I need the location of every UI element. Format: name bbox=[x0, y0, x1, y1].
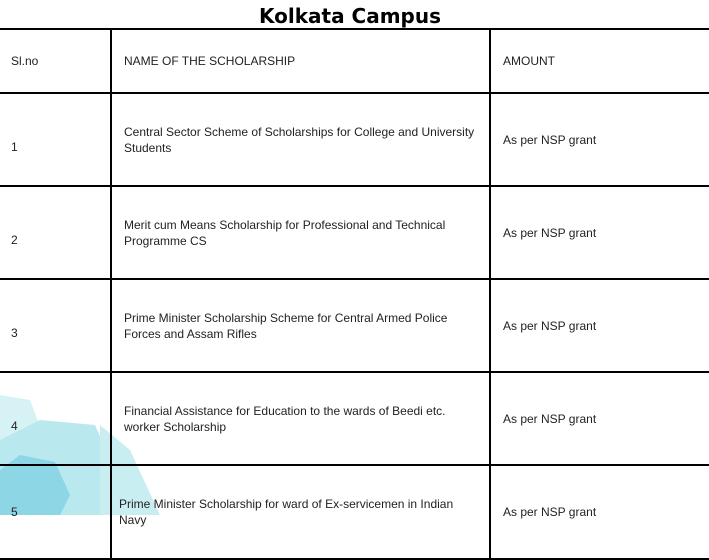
table-row bbox=[0, 465, 709, 559]
table-row bbox=[0, 186, 709, 279]
row-slno: 1 bbox=[0, 93, 111, 186]
row-slno: 3 bbox=[0, 279, 111, 372]
table-header-row bbox=[0, 29, 709, 93]
row-slno: 2 bbox=[0, 186, 111, 279]
table-row bbox=[0, 372, 709, 465]
row-slno: 4 bbox=[0, 372, 111, 465]
row-amount: As per NSP grant bbox=[490, 93, 709, 186]
table-row bbox=[0, 93, 709, 186]
scholarship-table bbox=[0, 28, 709, 560]
row-scholarship-name: Prime Minister Scholarship Scheme for Central Armed Police Forces and Assam Rifles bbox=[111, 279, 490, 372]
row-amount: As per NSP grant bbox=[490, 186, 709, 279]
row-scholarship-name: Merit cum Means Scholarship for Professional and Technical Programme CS bbox=[111, 186, 490, 279]
row-scholarship-name: Central Sector Scheme of Scholarships for College and University Students bbox=[111, 93, 490, 186]
header-scholarship-name: NAME OF THE SCHOLARSHIP bbox=[111, 29, 490, 93]
header-amount: AMOUNT bbox=[490, 29, 709, 93]
table-row bbox=[0, 279, 709, 372]
row-amount: As per NSP grant bbox=[490, 279, 709, 372]
page-title: Kolkata Campus bbox=[258, 4, 442, 28]
row-amount: As per NSP grant bbox=[490, 465, 709, 559]
header-slno: Sl.no bbox=[0, 29, 111, 93]
row-slno: 5 bbox=[0, 465, 111, 559]
row-amount: As per NSP grant bbox=[490, 372, 709, 465]
row-scholarship-name: Prime Minister Scholarship for ward of Ex-servicemen in Indian Navy bbox=[111, 465, 490, 559]
row-scholarship-name: Financial Assistance for Education to the wards of Beedi etc. worker Scholarship bbox=[111, 372, 490, 465]
